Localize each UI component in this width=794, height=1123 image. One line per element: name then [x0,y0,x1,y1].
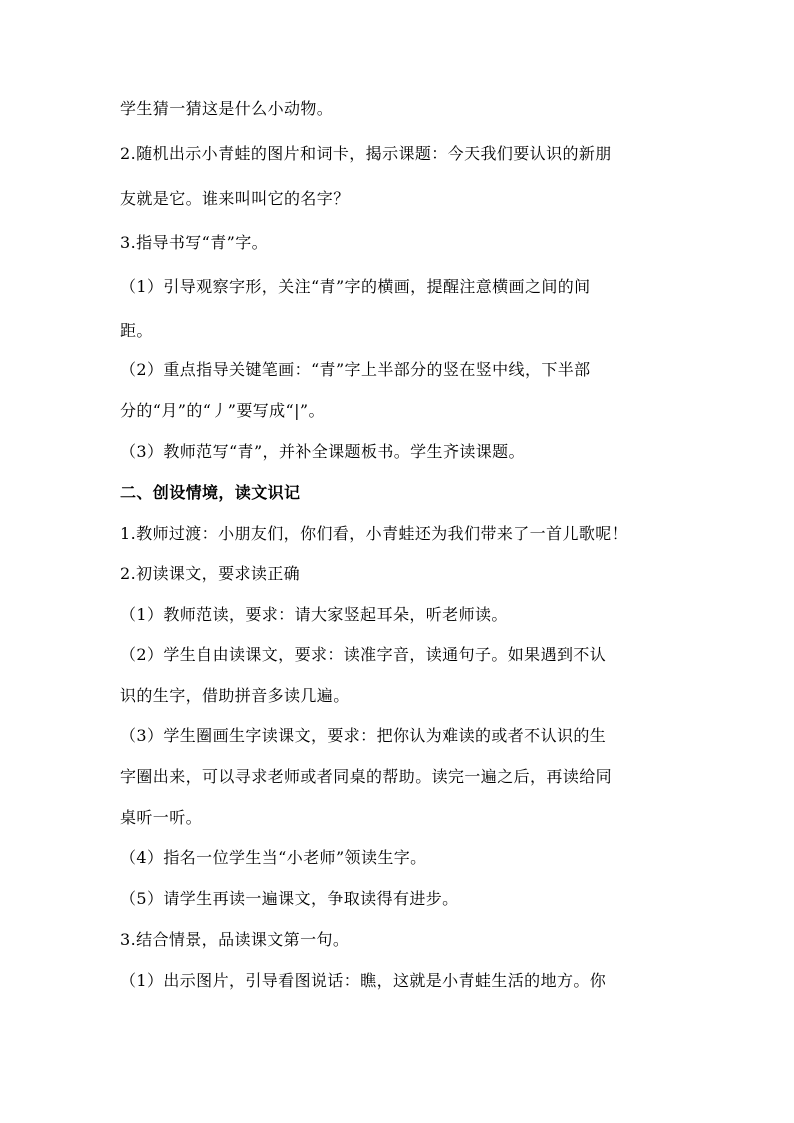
text-line-21: 3.结合情景，品读课文第一句。 [120,930,350,949]
text-line-6: 距。 [120,321,153,340]
text-line-9: （3）教师范写“青”，并补全课题板书。学生齐读课题。 [120,442,525,461]
text-line-12: 2.初读课文，要求读正确 [120,564,301,583]
text-line-20: （5）请学生再读一遍课文，争取读得有进步。 [120,889,459,908]
text-line-7: （2）重点指导关键笔画：“青”字上半部分的竖在竖中线，下半部 [120,360,591,379]
text-line-1: 学生猜一猜这是什么小动物。 [120,99,334,118]
text-line-13: （1）教师范读，要求：请大家竖起耳朵，听老师读。 [120,605,508,624]
text-line-15: 识的生字，借助拼音多读几遍。 [120,686,350,705]
section-heading: 二、创设情境，读文识记 [120,483,301,502]
text-line-14: （2）学生自由读课文，要求：读准字音，读通句子。如果遇到不认 [120,645,607,664]
text-line-11: 1.教师过渡：小朋友们，你们看，小青蛙还为我们带来了一首儿歌呢！ [120,524,629,543]
text-line-8: 分的“月”的“丿”要写成“|”。 [120,401,325,420]
text-line-4: 3.指导书写“青”字。 [120,233,269,252]
text-line-3: 友就是它。谁来叫叫它的名字？ [120,189,350,208]
text-line-2: 2.随机出示小青蛙的图片和词卡，揭示课题：今天我们要认识的新朋 [120,144,612,163]
text-line-18: 桌听一听。 [120,808,203,827]
text-line-19: （4）指名一位学生当“小老师”领读生字。 [120,848,427,867]
text-line-22: （1）出示图片，引导看图说话：瞧，这就是小青蛙生活的地方。你 [120,971,607,990]
text-line-16: （3）学生圈画生字读课文，要求：把你认为难读的或者不认识的生 [120,726,607,745]
text-line-17: 字圈出来，可以寻求老师或者同桌的帮助。读完一遍之后，再读给同 [120,767,613,786]
text-line-5: （1）引导观察字形，关注“青”字的横画，提醒注意横画之间的间 [120,277,591,296]
